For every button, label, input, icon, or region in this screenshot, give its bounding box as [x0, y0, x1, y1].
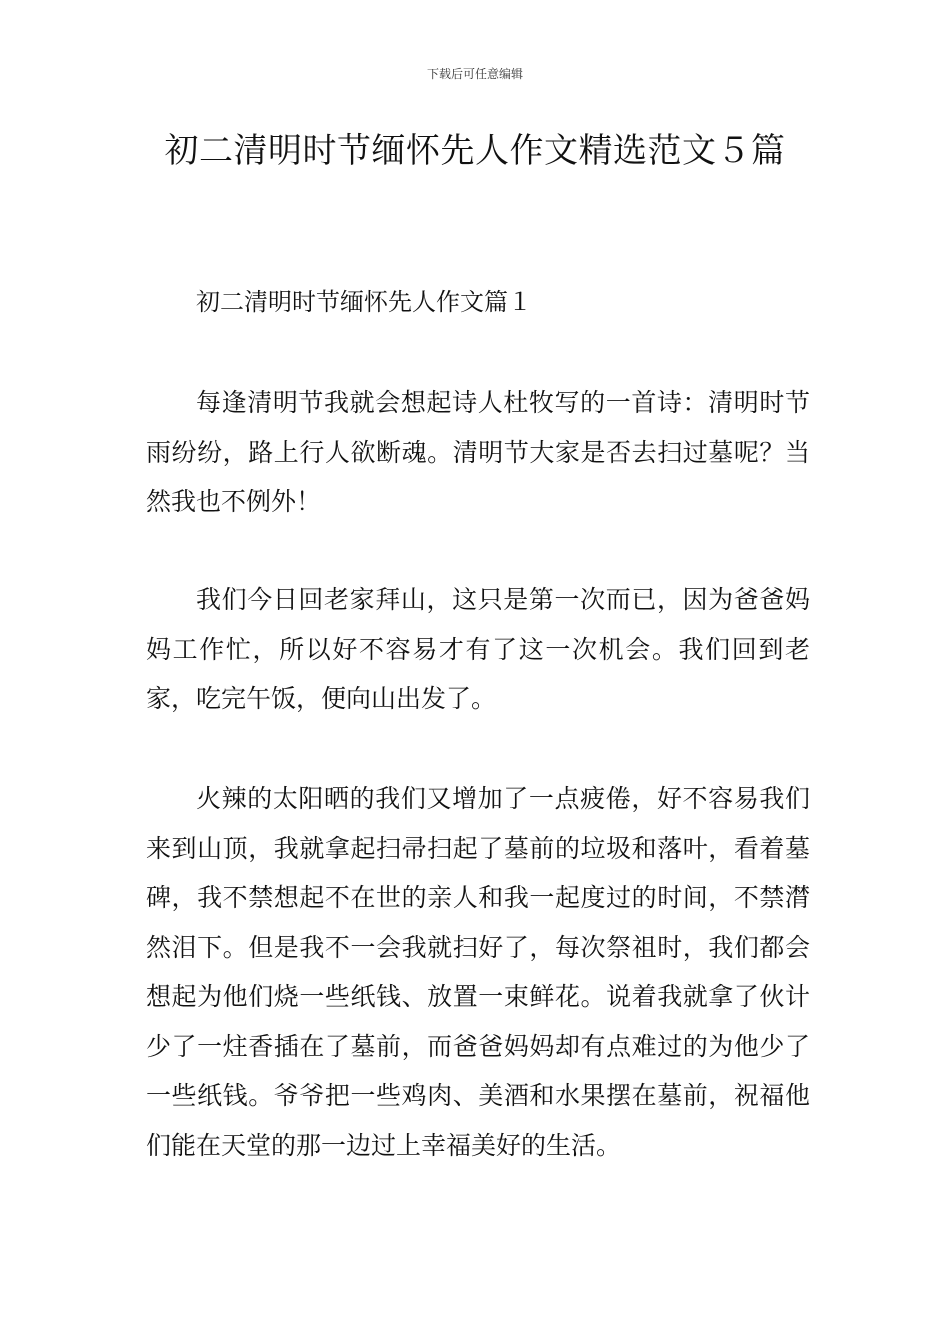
- section-heading: 初二清明时节缅怀先人作文篇１: [196, 288, 532, 316]
- document-title: 初二清明时节缅怀先人作文精选范文５篇: [164, 131, 786, 171]
- paragraph-1: 每逢清明节我就会想起诗人杜牧写的一首诗：清明时节雨纷纷，路上行人欲断魂。清明节大家是否去扫过墓呢？当然我也不例外！: [146, 388, 810, 516]
- paragraph-3: 火辣的太阳晒的我们又增加了一点疲倦，好不容易我们来到山顶，我就拿起扫帚扫起了墓前的垃圾和落叶，看着墓碑，我不禁想起不在世的亲人和我一起度过的时间，不禁潸然泪下。但是我不一会我就扫好了，每次祭祖时，我们都会想起为他们烧一些纸钱、放置一束鲜花。说着我就拿了伙计少了一炷香插在了墓前，而爸爸妈妈却有点难过的为他少了一些纸钱。爷爷把一些鸡肉、美酒和水果摆在墓前，祝福他们能在天堂的那一边过上幸福美好的生活。: [146, 784, 810, 1160]
- header-note: 下载后可任意编辑: [426, 67, 523, 81]
- paragraph-2: 我们今日回老家拜山，这只是第一次而已，因为爸爸妈妈工作忙，所以好不容易才有了这一次机会。我们回到老家，吃完午饭，便向山出发了。: [146, 585, 810, 713]
